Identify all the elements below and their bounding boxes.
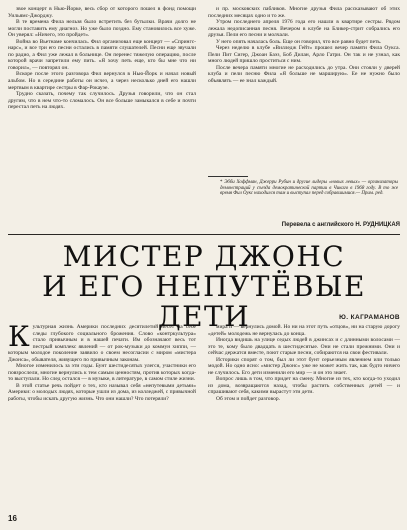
- footnote: [220, 180, 398, 197]
- section-divider: [8, 234, 400, 235]
- paragraph: звое концерт в Нью-Йорке, весь сбор от которого пошел в фонд помощи Уильямс-Джорджу.: [8, 6, 196, 19]
- drop-cap: К: [8, 320, 30, 353]
- paragraph: Утром последнего апреля 1976 года его нашли в квартире сестры. Рядом лежала недописанная песня. Вечером в клубе на Бликер-стрит собрались его друзья. Пели его песни и молчали.: [208, 19, 400, 39]
- paragraph: В те времена Фила нельзя было встретить без бутылки. Врачи долго не могли поставить ему диагноз. Но уже было поздно. Ему становилось все хуже. Он уверял: «Ничего, это пройдет».: [8, 19, 196, 39]
- paragraph: и пр. московских пабликов. Многие друзья Фила рассказывают об этих последних месяцах одно и то же.: [208, 6, 400, 19]
- paragraph: мира и — вернулись домой. Но ни на этот путь «отцов», ни на старую дорогу «детей» молодежь не вернулась до конца.: [208, 324, 400, 337]
- paragraph: В этой статье речь пойдет о тех, кто называл себя «непутевыми детьми» Америки: о молодых людях, которые ушли из дома, из колледжей, с привычной работы, чтобы искать другую жизнь. Что они нашли? Что потеряли?: [8, 382, 196, 403]
- magazine-page: [8, 6, 400, 524]
- paragraph: Об этом и пойдет разговор.: [216, 396, 280, 403]
- upper-right-column: [208, 6, 400, 85]
- paragraph: Через неделю в клубе «Вилледж Гейт» прошел вечер памяти Фила Оукса. Пели Пит Сигер, Джоан Баэз, Боб Дилан, Арло Гатри. Он так и не узнал, как много людей пришло проститься с ним.: [208, 45, 400, 65]
- article-author: Ю. КАГРАМАНОВ: [339, 314, 400, 321]
- paragraph: Война во Вьетнаме кончилась. Фил организовал еще концерт — «Спрингс-нарс», и все три его песни остались в памяти слушателей. Песни еще звучали по радио, а Фил уже лежал в больнице. Он перенес тяжелую операцию, после которой врачи запретили ему пить. «Я хочу петь еще, кто бы мне что ни говорил», — повторял он.: [8, 38, 196, 71]
- lower-right-column: [208, 324, 400, 403]
- upper-left-column: [8, 6, 196, 111]
- lower-left-column: [8, 320, 196, 403]
- paragraph: У него опять началась боль. Еще он говорил, что все равно будет петь.: [216, 38, 382, 45]
- footnote-text: Эбби Хоффман, Джерри Рубин и другие лидеры «новых левых» — организаторы демонстраций у съезда демократической партии в Чикаго в 1968 году. В то же время Фил Оукс находился там и выступал перед собравшимися.— Прим. ред.: [220, 180, 398, 197]
- lead-paragraph: [8, 320, 196, 363]
- page-number: 16: [8, 514, 17, 523]
- footnote-mark: *: [220, 180, 223, 185]
- paragraph: Иногда видишь на улице седых людей в джинсах и с длинными волосами — это те, кому было двадцать в шестидесятые. Они не стали прежними. Они и сейчас держатся вместе, поют старые песни, собираются на свои фестивали.: [208, 337, 400, 357]
- paragraph: После вечера памяти многие не расходились до утра. Они стояли у дверей клуба и пели песню Фила «Я больше не марширую». Ее не нужно было объявлять — ее знал каждый.: [208, 64, 400, 85]
- lead-text: ультурная жизнь Америки последних десятилетий несет на себе следы глубокого социального брожения. Слово «контркультура» стало привычным и в нашей печати. Им обозначают весь тот пестрый комплекс явлений — от рок-музыки до коммун хиппи, — которым молодое поколение заявило о своем несогласии с миром «мистера Джонса», обывателя, живущего по привычным законам.: [8, 324, 196, 363]
- paragraph: Вскоре после этого разговора Фил вернулся в Нью-Йорк и начал новый альбом. Но в середине работы он исчез, а через несколько дней его нашли мертвым в квартире сестры в Фар-Рокауэе.: [8, 71, 196, 91]
- title-line-1: МИСТЕР ДЖОНС: [62, 240, 346, 273]
- paragraph: Вопрос лишь в том, что придет на смену. Многие из тех, кто когда-то уходил из дома, возвращаются назад, чтобы растить собственных детей — и спрашивают себя, какими вырастут эти дети.: [208, 376, 400, 396]
- paragraph: Трудно сказать, почему так случилось. Друзья говорили, что он стал другим, что в нем что-то сломалось. Он все больше замыкался в себе и почти перестал петь на людях.: [8, 91, 196, 111]
- footnote-rule: [208, 176, 248, 177]
- translator-credit: Перевела с английского Н. РУДНИЦКАЯ: [281, 222, 400, 228]
- title-line-2: И ЕГО НЕПУТЁВЫЕ ДЕТИ: [42, 270, 366, 333]
- paragraph: Многое изменилось за эти годы. Бунт шестидесятых улегся, участники его повзрослели, многие вернулись к тем самым ценностям, против которых когда-то выступали. Но след остался — в музыке, в литературе, в самом стиле жизни.: [8, 363, 196, 383]
- paragraph: Историки спорят о том, был ли этот бунт серьезным явлением или только модой. Но одно ясно: «мистер Джонс» уже не может жить так, как будто ничего не случилось. Его дети изменили его мир — и он это знает.: [208, 356, 400, 376]
